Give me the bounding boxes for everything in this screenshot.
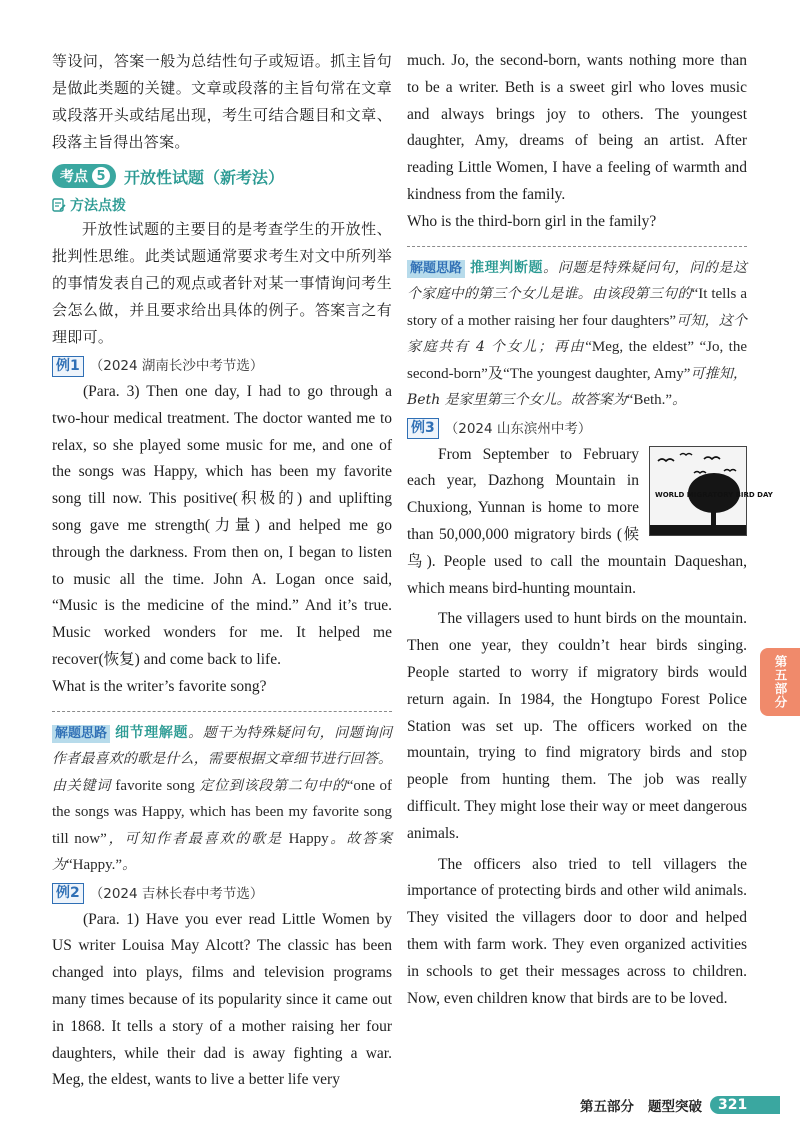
page-footer	[580, 1094, 780, 1116]
part-side-tab: 第五部分	[760, 648, 800, 716]
intro-paragraph: 等设问，答案一般为总结性句子或短语。抓主旨句是做此类题的关键。文章或段落的主旨句常在文章或段落开头或结尾出现，考生可结合题目和文章、段落主旨得出答案。	[52, 52, 392, 151]
kaodian-badge: 考点 5	[52, 164, 116, 188]
example-3-heading	[407, 416, 747, 442]
example-3-paragraph-3: The officers also tried to tell villagers the importance of protecting birds and other wild animals. They visited the villagers door to door and helped them with farm work. They even organized activities in schools to get their messages across to children. Now, even children know that birds are to be loved.	[407, 855, 747, 1007]
solve-1-type: 细节理解题	[115, 724, 189, 741]
solve-1-badge: 解题思路	[52, 725, 110, 743]
page-number: 321	[710, 1096, 780, 1114]
example-1-source: （2024 湖南长沙中考节选）	[89, 358, 264, 374]
example-3-source: （2024 山东滨州中考）	[444, 420, 592, 437]
example-3-paragraph-1: From September to February each year, Dazhong Mountain in Chuxiong, Yunnan is home to more than 50,000,000 migratory birds (候鸟). People used to call the mountain Daqueshan, which means bird-hunting mountain.	[407, 445, 747, 597]
example-1-question: What is the writer’s favorite song?	[52, 677, 267, 695]
example-2-passage-cont: much. Jo, the second-born, wants nothing more than to be a writer. Beth is a sweet girl who loves music and always brings joy to others. The youngest daughter, Amy, dreams of being an artist. After reading Little Women, I have a feeling of warmth and kindness from the family.	[407, 52, 747, 203]
divider	[52, 711, 392, 712]
kaodian-heading	[52, 162, 392, 190]
example-1-badge: 例1	[52, 356, 84, 377]
footer-part: 第五部分	[580, 1099, 634, 1115]
kaodian-number: 5	[92, 167, 110, 185]
example-2-source: （2024 吉林长春中考节选）	[89, 885, 264, 902]
method-text: 开放性试题的主要目的是考查学生的开放性、批判性思维。此类试题通常要求考生对文中所列举的事情发表自己的观点或者针对某一事情询问考生会怎么做，并且要求给出具体的例子。答案言之有理即可。	[52, 220, 392, 346]
pencil-note-icon	[52, 198, 66, 212]
example-3-paragraph-2: The villagers used to hunt birds on the mountain. Then one year, they couldn’t hear birds singing. People started to worry if migratory birds would return again. In 1984, the Hongtupo Forest Police Station was set up. The officers worked on the mountain, trying to find migratory birds and stop people from hunting them. The job was really difficult. They might lose their way or meet dangerous animals.	[407, 610, 747, 842]
example-2-passage: (Para. 1) Have you ever read Little Women by US writer Louisa May Alcott? The classic has been changed into plays, films and television programs many times because of its popularity since it came out in 1868. It tells a story of a mother raising her four daughters, while their dad is away fighting a war. Meg, the eldest, wants to live a better life very	[52, 910, 392, 1089]
kaodian-title: 开放性试题（新考法）	[124, 167, 285, 187]
footer-section: 题型突破	[648, 1099, 702, 1115]
example-2-heading	[52, 881, 392, 907]
method-title: 方法点拨	[70, 198, 126, 214]
solve-1: 解题思路 细节理解题。题干为特殊疑问句，问题询问作者最喜欢的歌是什么，需要根据文章细节进行回答。由关键词 favorite song 定位到该段第二句中的“one of the songs was Happy, which has been my favorite song till now”，可知作者最喜欢的歌是 Happy。故答案为“Happy.”。	[52, 724, 393, 874]
left-column	[52, 48, 392, 1094]
tree-and-birds-illustration	[650, 447, 773, 535]
figure-caption: WORLD MIGRATORY BIRD DAY	[655, 490, 773, 499]
solve-2-badge: 解题思路	[407, 260, 465, 278]
example-1-heading	[52, 353, 392, 379]
migratory-bird-day-image	[649, 446, 773, 536]
right-column	[407, 48, 773, 1012]
solve-2-answer: “Beth.”	[626, 392, 673, 409]
example-2-question: Who is the third-born girl in the family?	[407, 212, 657, 230]
solve-1-answer: “Happy.”	[66, 857, 123, 874]
example-3-badge: 例3	[407, 418, 439, 439]
solve-2: 解题思路 推理判断题。问题是特殊疑问句，问的是这个家庭中的第三个女儿是谁。由该段第三句的“It tells a story of a mother raising her four daughters”可知，这个家庭共有 4 个女儿；再由“Meg, the eldest” “Jo, the second-born”及“The youngest daughter, Amy”可推知，Beth 是家里第三个女儿。故答案为“Beth.”。	[407, 259, 748, 409]
method-heading	[52, 194, 392, 216]
solve-2-type: 推理判断题	[470, 259, 544, 276]
example-2-badge: 例2	[52, 883, 84, 904]
divider	[407, 246, 747, 247]
example-1-passage: (Para. 3) Then one day, I had to go through a two-hour medical treatment. The doctor wanted me to relax, so she played some music for me, and one of the songs was Happy, which has been my favorite song till now. This positive(积极的) and uplifting song gave me strength(力量) and helped me go through the darkness. From then on, I began to listen to music all the time. John A. Logan once said, “Music is the medicine of the mind.” And it’s true. Music worked wonders for me. It helped me recover(恢复) and come back to life.	[52, 383, 392, 668]
